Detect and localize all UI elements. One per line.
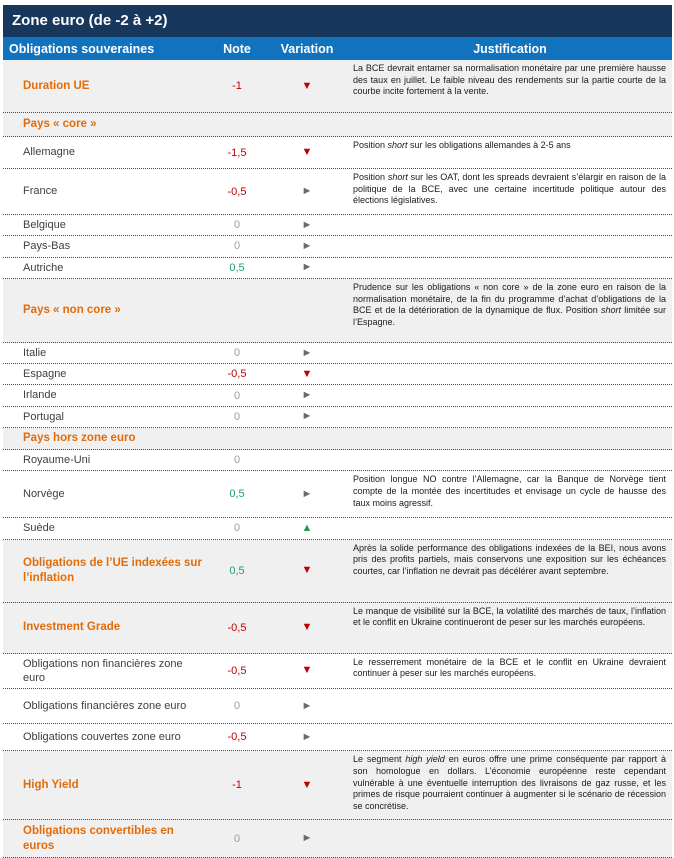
- note-value: -1: [232, 80, 242, 92]
- note-value: 0,5: [229, 564, 245, 577]
- table-row-duration-ue: [3, 60, 672, 113]
- row-label: Allemagne: [23, 146, 75, 159]
- down-arrow-icon: ▼: [301, 79, 313, 92]
- right-arrow-icon: ►: [301, 346, 313, 359]
- row-label: Obligations non financières zone euro: [23, 657, 183, 684]
- table-row-pays-non-core: [3, 279, 672, 343]
- note-value: 0: [233, 832, 241, 845]
- note-value: -0,5: [227, 731, 247, 744]
- table-row-obligations-convertibles-en-euros: [3, 820, 672, 858]
- right-arrow-icon: ►: [301, 218, 313, 231]
- justification-text: [348, 724, 672, 750]
- row-label: Duration UE: [23, 79, 90, 92]
- table-row-high-yield: [3, 751, 672, 820]
- note-value: -1,5: [227, 146, 247, 159]
- note-value: 0: [233, 410, 241, 423]
- right-arrow-icon: ►: [301, 410, 313, 423]
- row-label: Pays « core »: [23, 118, 97, 131]
- row-label: Obligations de l’UE indexées sur l’inflation: [23, 556, 202, 584]
- note-value: -0,5: [227, 664, 247, 677]
- table-row-allemagne: [3, 137, 672, 169]
- row-label: Pays-Bas: [23, 240, 71, 253]
- justification-text: [348, 215, 672, 235]
- zone-euro-allocation-table: [3, 5, 672, 858]
- note-value: 0,5: [229, 261, 245, 274]
- row-label: France: [23, 185, 58, 198]
- justification-text: La BCE devrait entamer sa normalisation monétaire par une première hausse des taux en juillet. Le faible niveau des rendements sur la partie courte de la courbe incite fortement à la vente.: [353, 63, 666, 97]
- table-row-irlande: [3, 385, 672, 406]
- row-label: Irlande: [23, 389, 57, 402]
- row-label: Pays « non core »: [23, 303, 121, 316]
- down-arrow-icon: ▼: [301, 564, 313, 577]
- column-header-justification: Justification: [473, 41, 547, 56]
- justification-text: [348, 450, 672, 470]
- row-label: Autriche: [23, 261, 64, 274]
- justification-text: Après la solide performance des obligations indexées de la BEI, nous avons pris des profits partiels, mais conservons une exposition sur les échéances courtes, car l’inflation ne devrait pas décélérer avant septembre.: [353, 542, 666, 576]
- justification-text: [348, 820, 672, 857]
- column-header-variation: Variation: [280, 41, 334, 56]
- down-arrow-icon: ▼: [301, 146, 313, 158]
- row-label: Obligations financières zone euro: [23, 700, 187, 713]
- row-label: High Yield: [23, 778, 79, 791]
- table-row-pays-hors-zone-euro: [3, 428, 672, 450]
- right-arrow-icon: ►: [301, 239, 313, 252]
- right-arrow-icon: ►: [301, 261, 313, 274]
- table-row-france: [3, 169, 672, 215]
- down-arrow-icon: ▼: [301, 778, 313, 791]
- note-value: -1: [232, 779, 242, 792]
- note-value: -0,5: [227, 185, 247, 198]
- justification-text: [348, 364, 672, 384]
- table-row-royaume-uni: [3, 450, 672, 471]
- justification-text: [348, 258, 672, 278]
- right-arrow-icon: ►: [301, 389, 313, 402]
- column-header-row: [3, 37, 672, 60]
- row-label: Suède: [23, 522, 55, 535]
- note-value: 0: [233, 219, 241, 232]
- note-value: 0: [233, 454, 241, 467]
- row-label: Investment Grade: [23, 621, 121, 634]
- table-row-obligations-financières-zone-euro: [3, 689, 672, 724]
- justification-text: Position longue NO contre l’Allemagne, car la Banque de Norvège tient compte de la montée des incertitudes et envisage un cycle de hausse des taux moins agressif.: [353, 474, 666, 508]
- right-arrow-icon: ►: [301, 185, 313, 197]
- row-label: Norvège: [23, 488, 65, 501]
- row-label: Espagne: [23, 368, 67, 381]
- table-row-norvège: [3, 471, 672, 518]
- table-row-obligations-non-financières-zone-euro: [3, 654, 672, 690]
- justification-text: [348, 407, 672, 427]
- table-row-autriche: [3, 258, 672, 279]
- justification-text: [348, 236, 672, 256]
- table-row-suède: [3, 518, 672, 539]
- justification-text: [348, 428, 672, 449]
- note-value: 0: [233, 240, 241, 253]
- row-label: Pays hors zone euro: [23, 432, 136, 445]
- note-value: 0: [233, 347, 241, 360]
- column-header-obligations-souveraines: Obligations souveraines: [9, 41, 155, 56]
- note-value: -0,5: [227, 621, 247, 634]
- right-arrow-icon: ►: [301, 730, 313, 743]
- row-label: Portugal: [23, 410, 64, 423]
- justification-text: [348, 113, 672, 136]
- justification-text: [348, 689, 672, 723]
- justification-text: Le segment high yield en euros offre une prime conséquente par rapport à son homologue en dollars. L’économie européenne reste cependant vulnérable à une éventuelle interruption des livraisons de gaz russe, et les primes de risque pourraient continuer à augmenter si le scénario de récession se concrétise.: [353, 754, 667, 811]
- justification-text: [348, 343, 672, 363]
- note-value: -0,5: [227, 368, 247, 381]
- row-label: Italie: [23, 346, 47, 359]
- down-arrow-icon: ▼: [301, 367, 313, 380]
- justification-text: Le resserrement monétaire de la BCE et le conflit en Ukraine devraient continuer à peser sur les marchés européens.: [353, 656, 666, 679]
- table-row-portugal: [3, 407, 672, 428]
- column-header-note: Note: [223, 41, 251, 56]
- right-arrow-icon: ►: [301, 487, 313, 500]
- down-arrow-icon: ▼: [301, 621, 313, 634]
- row-label: Royaume-Uni: [23, 454, 91, 467]
- justification-text: [348, 385, 672, 405]
- note-value: 0: [233, 522, 241, 535]
- right-arrow-icon: ►: [301, 832, 313, 845]
- table-body: [3, 60, 672, 858]
- table-row-italie: [3, 343, 672, 364]
- table-row-espagne: [3, 364, 672, 385]
- note-value: 0: [233, 389, 241, 402]
- down-arrow-icon: ▼: [301, 664, 313, 677]
- justification-text: Position short sur les obligations allemandes à 2-5 ans: [353, 140, 571, 150]
- right-arrow-icon: ►: [301, 699, 313, 712]
- justification-text: Position short sur les OAT, dont les spreads devraient s’élargir en raison de la politique de la BCE, avec une certaine incertitude politique autour des élections législatives.: [353, 172, 666, 206]
- table-row-pays-bas: [3, 236, 672, 257]
- table-row-obligations-couvertes-zone-euro: [3, 724, 672, 751]
- table-row-pays-core: [3, 113, 672, 137]
- justification-text: [348, 518, 672, 538]
- justification-text: Prudence sur les obligations « non core » de la zone euro en raison de la normalisation monétaire, de la fin du programme d’achat d’obligations de la BCE et de la détérioration de la dynamique de flux. Position short limitée sur l’Espagne.: [353, 281, 666, 327]
- table-row-investment-grade: [3, 603, 672, 654]
- up-arrow-icon: ▲: [301, 521, 313, 534]
- row-label: Belgique: [23, 219, 66, 231]
- note-value: 0: [233, 700, 241, 713]
- table-row-belgique: [3, 215, 672, 236]
- table-row-obligations-de-lue-indexées-sur-linflation: [3, 540, 672, 603]
- table-title: Zone euro (de -2 à +2): [3, 5, 672, 37]
- note-value: 0,5: [229, 488, 245, 501]
- row-label: Obligations couvertes zone euro: [23, 731, 181, 744]
- justification-text: Le manque de visibilité sur la BCE, la volatilité des marchés de taux, l’inflation et le conflit en Ukraine continueront de peser sur les marchés européens.: [353, 605, 666, 628]
- row-label: Obligations convertibles en euros: [23, 824, 174, 852]
